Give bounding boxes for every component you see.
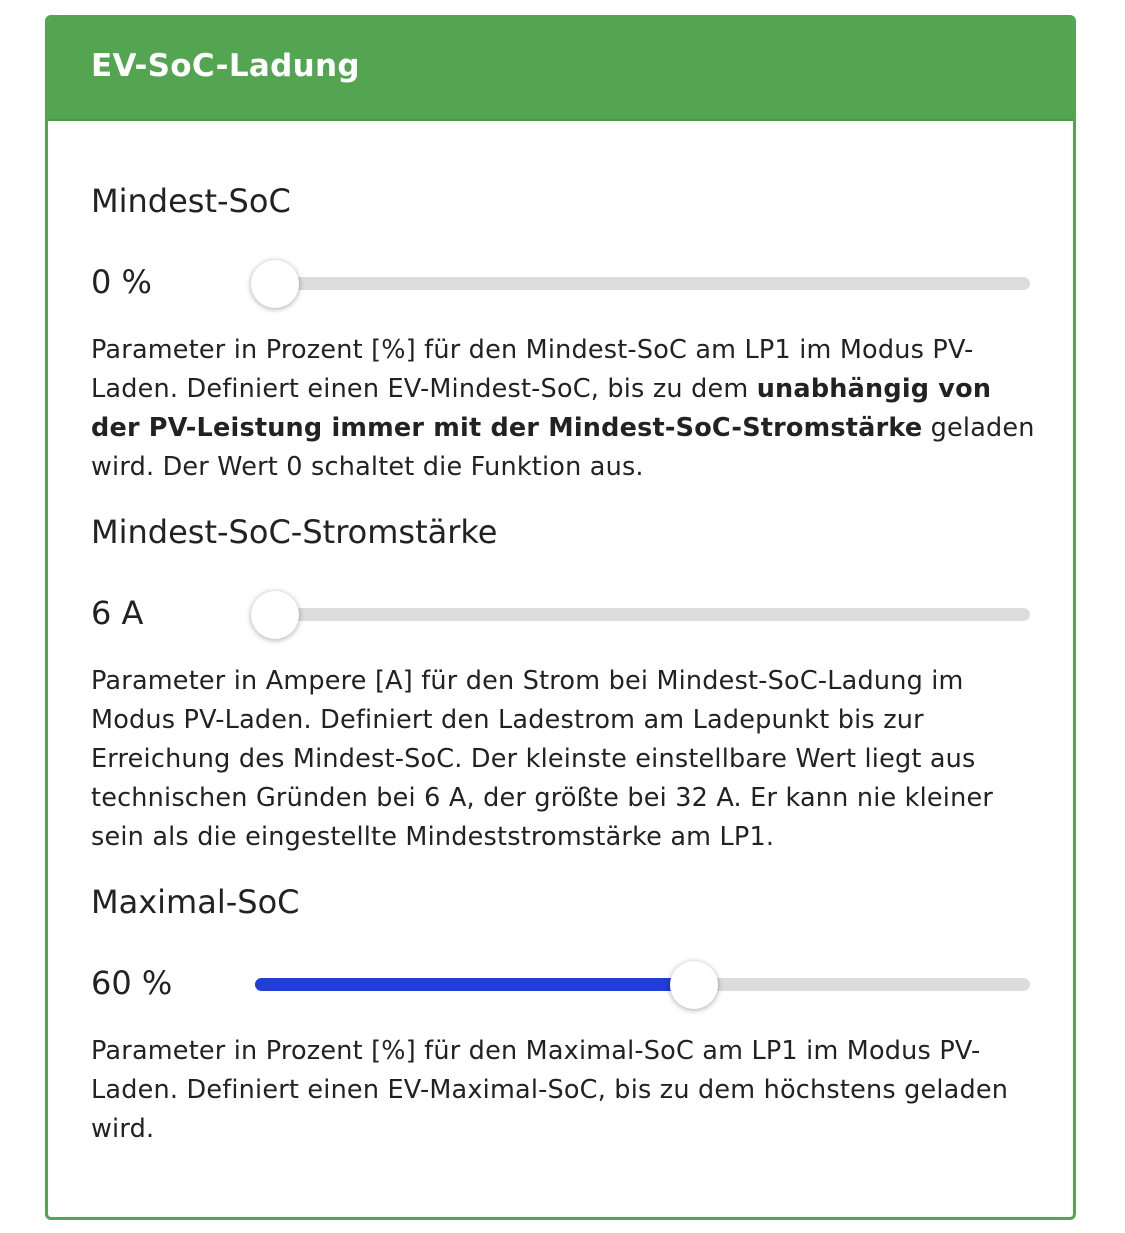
min-soc-section [91, 181, 1041, 487]
min-soc-desc-text: Parameter in Prozent [%] für den Mindest-SoC am LP1 im Modus PV-Laden. Definiert einen EV-Mindest-SoC, bis zu dem [91, 335, 974, 404]
min-soc-desc-bold: unabhängig von der PV-Leistung immer mit der Mindest-SoC-Stromstärke [91, 374, 992, 443]
max-soc-label: Maximal-SoC [91, 883, 300, 921]
min-soc-current-description: Parameter in Ampere [A] für den Strom bei Mindest-SoC-Ladung im Modus PV-Laden. Definiert den Ladestrom am Ladepunkt bis zur Erreichung des Mindest-SoC. Der kleinste einstellbare Wert liegt aus technischen Gründen bei 6 A, der größte bei 32 A. Er kann nie kleiner sein als die eingestellte Mindeststromstärke am LP1. [91, 666, 994, 852]
ev-soc-card [45, 15, 1076, 1220]
min-soc-current-slider-thumb[interactable] [251, 591, 299, 639]
min-soc-current-label: Mindest-SoC-Stromstärke [91, 513, 498, 551]
min-soc-current-slider[interactable] [255, 608, 1030, 621]
min-soc-current-value: 6 A [91, 594, 144, 632]
min-soc-slider-row [91, 259, 1041, 309]
min-soc-label: Mindest-SoC [91, 182, 291, 220]
max-soc-slider[interactable] [255, 978, 1030, 991]
max-soc-slider-fill [255, 978, 694, 991]
min-soc-slider-thumb[interactable] [251, 260, 299, 308]
min-soc-value: 0 % [91, 263, 152, 301]
min-soc-current-slider-row [91, 590, 1041, 640]
min-soc-slider[interactable] [255, 277, 1030, 290]
min-soc-desc-end: geladen wird. Der Wert 0 schaltet die Funktion aus. [91, 413, 1035, 482]
card-header [48, 18, 1073, 121]
min-soc-current-section [91, 512, 1041, 857]
card-title: EV-SoC-Ladung [91, 47, 360, 84]
max-soc-slider-row [91, 960, 1041, 1010]
max-soc-description: Parameter in Prozent [%] für den Maximal-SoC am LP1 im Modus PV-Laden. Definiert einen EV-Maximal-SoC, bis zu dem höchstens geladen wird. [91, 1036, 1009, 1144]
min-soc-description [91, 331, 1041, 487]
max-soc-value: 60 % [91, 964, 173, 1002]
max-soc-slider-thumb[interactable] [670, 961, 718, 1009]
max-soc-section [91, 882, 1041, 1149]
